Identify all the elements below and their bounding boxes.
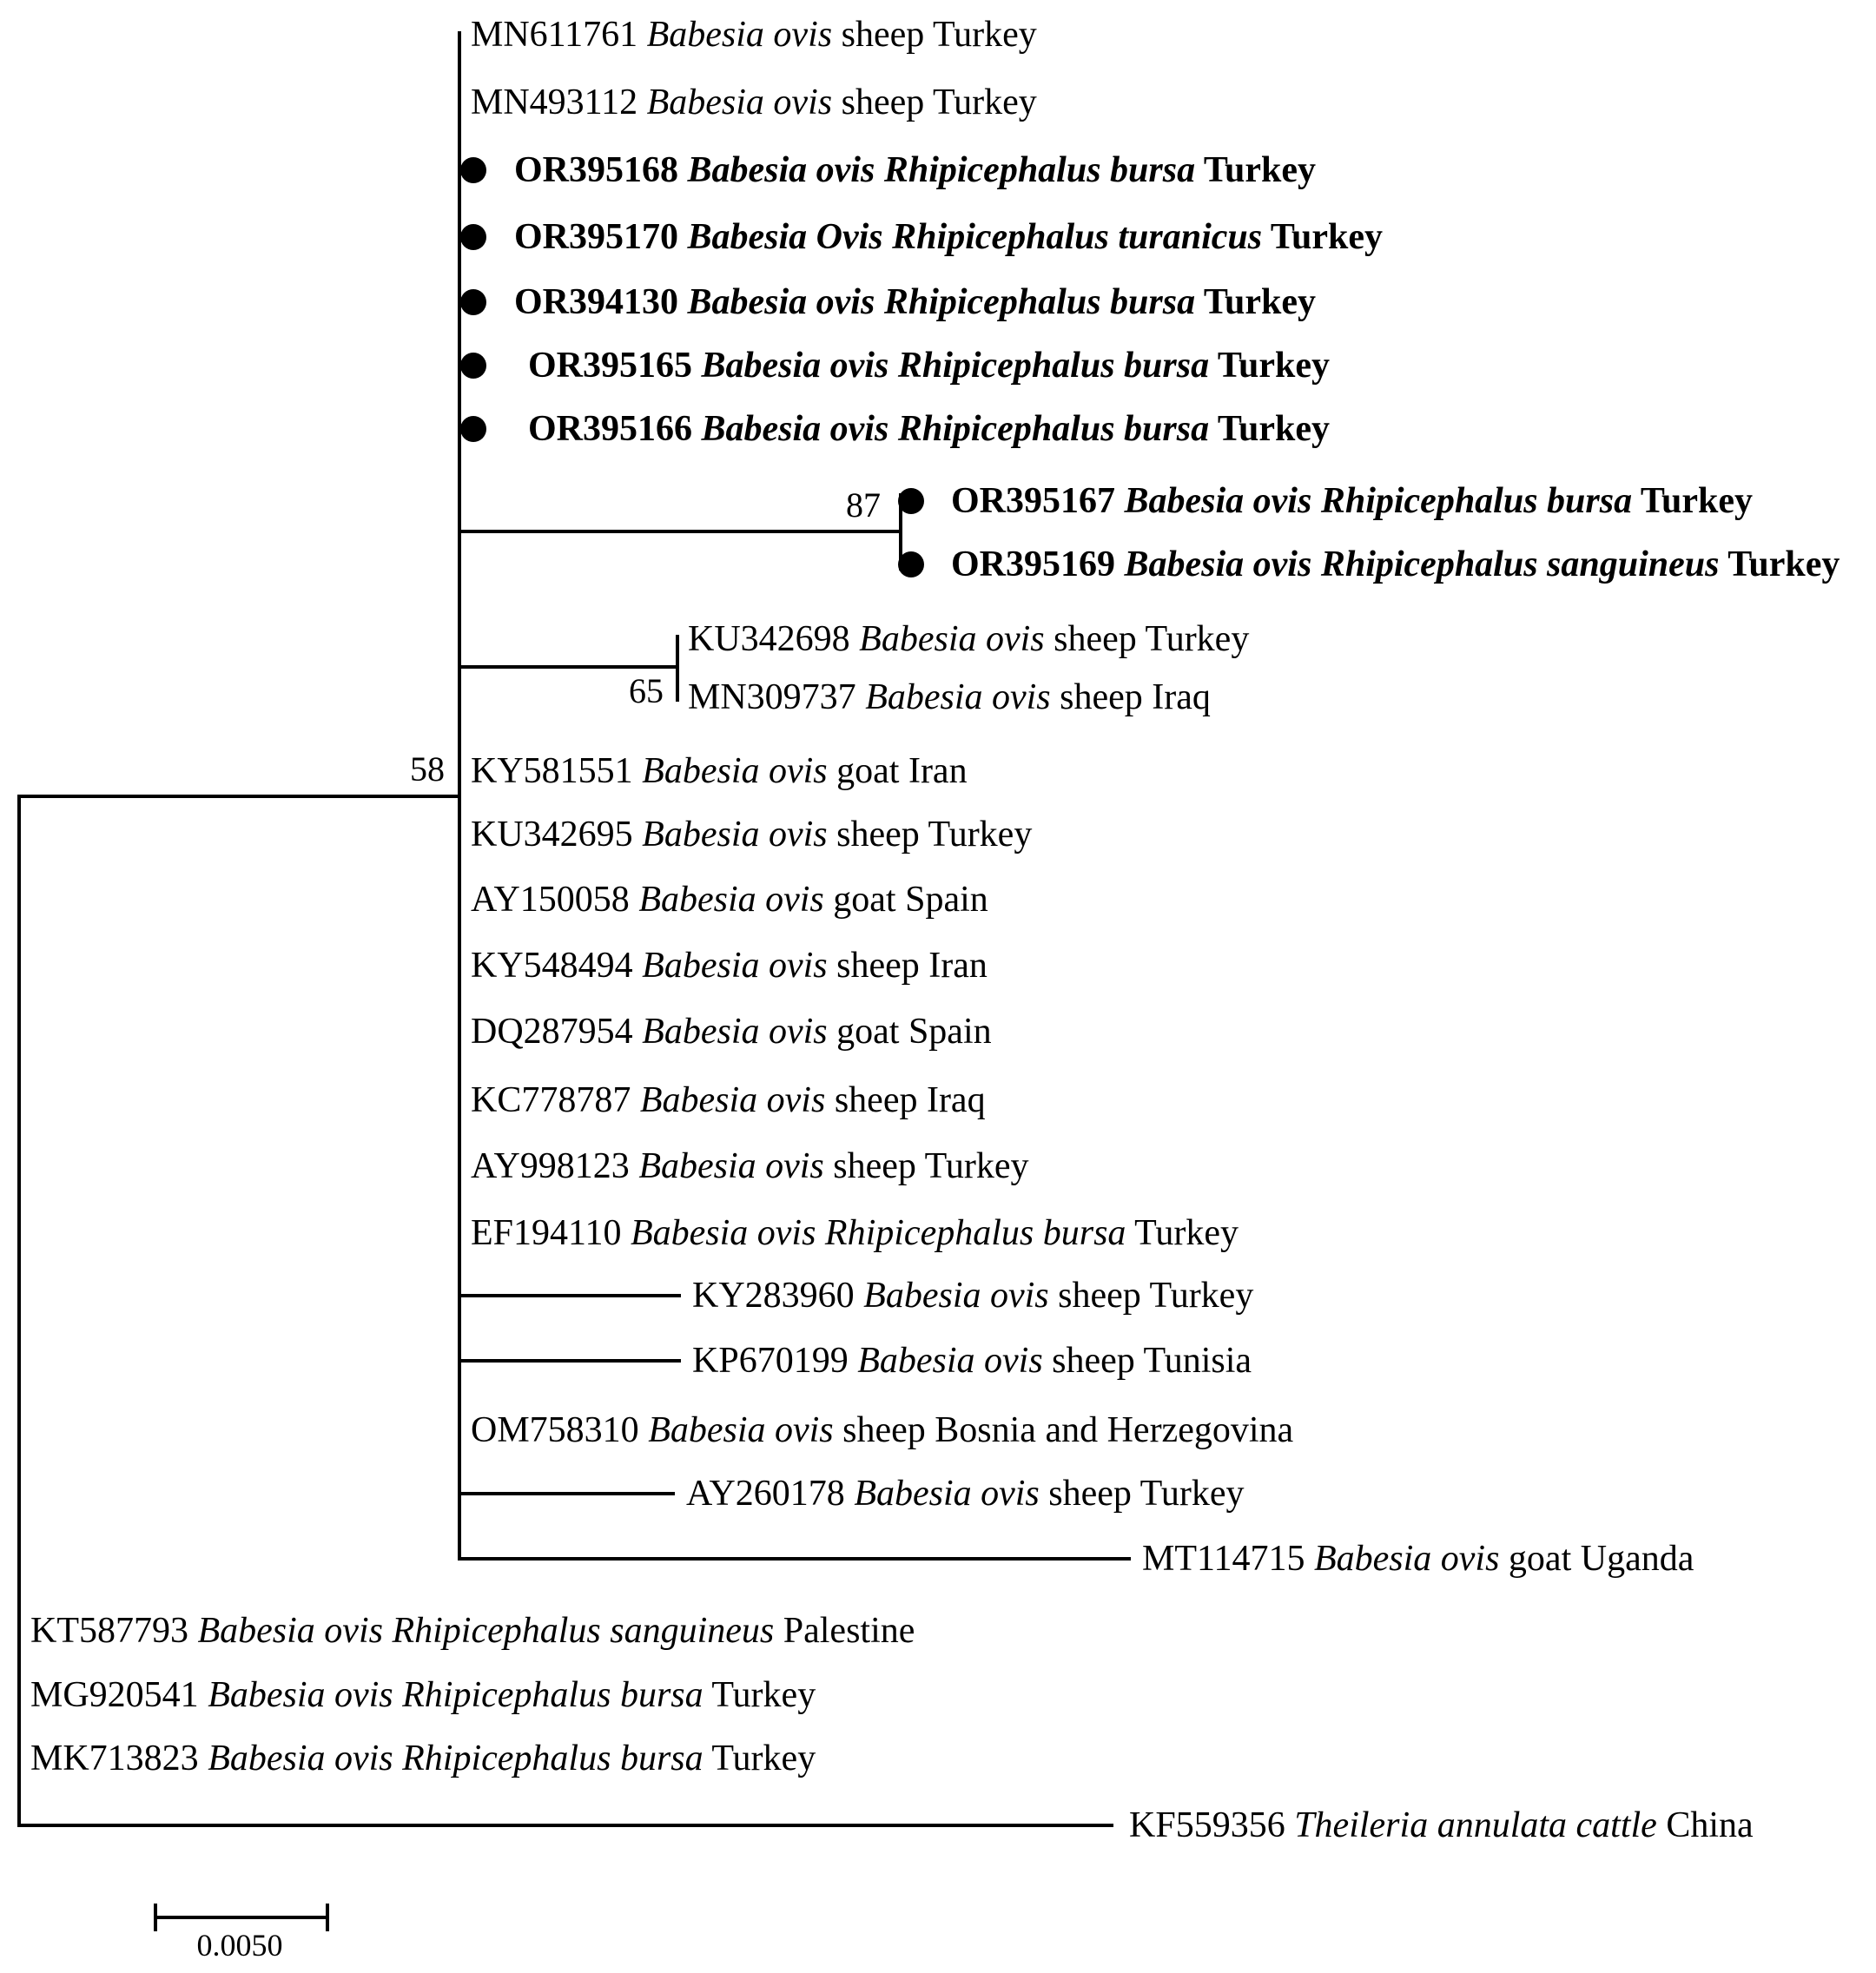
taxon-name-plain: OR395170 xyxy=(514,217,688,257)
taxon-name-italic: Babesia ovis xyxy=(638,1146,824,1186)
taxon-marker-dot-icon xyxy=(898,551,924,577)
taxon-marker-dot-icon xyxy=(460,353,486,379)
taxon-name-italic: Babesia ovis xyxy=(639,1080,826,1120)
tree-branch-MT114715 xyxy=(458,1557,1131,1561)
taxon-label-KY548494 xyxy=(471,942,988,989)
taxon-label-MK713823 xyxy=(30,1735,816,1782)
taxon-name-italic: Babesia ovis xyxy=(863,1276,1049,1316)
taxon-name-plain: Turkey xyxy=(1195,282,1317,322)
taxon-name-plain: sheep Turkey xyxy=(827,815,1033,855)
taxon-name-italic: Babesia ovis Rhipicephalus bursa xyxy=(630,1213,1126,1253)
bootstrap-value-87: 87 xyxy=(846,485,881,525)
taxon-name-plain: EF194110 xyxy=(471,1213,631,1253)
taxon-label-OM758310 xyxy=(471,1407,1293,1454)
taxon-label-DQ287954 xyxy=(471,1008,992,1055)
taxon-name-italic: Babesia ovis xyxy=(642,946,828,986)
taxon-name-italic: Babesia ovis Rhipicephalus bursa xyxy=(687,150,1196,190)
taxon-name-plain: Turkey xyxy=(1262,217,1384,257)
taxon-name-plain: KF559356 xyxy=(1129,1805,1295,1845)
taxon-name-italic: Babesia ovis xyxy=(859,619,1045,659)
taxon-label-OR395168 xyxy=(514,147,1316,194)
taxon-label-EF194110 xyxy=(471,1210,1239,1257)
taxon-name-plain: KC778787 xyxy=(471,1080,640,1120)
taxon-name-plain: goat Spain xyxy=(823,880,988,920)
taxon-name-plain: sheep Turkey xyxy=(823,1146,1029,1186)
taxon-name-plain: MN493112 xyxy=(471,82,647,122)
taxon-label-KF559356 xyxy=(1129,1802,1754,1849)
taxon-label-KY283960 xyxy=(692,1272,1253,1319)
taxon-name-italic: Babesia ovis xyxy=(638,880,824,920)
taxon-name-plain: sheep Bosnia and Herzegovina xyxy=(833,1410,1294,1450)
taxon-name-italic: Babesia ovis xyxy=(857,1341,1043,1381)
taxon-name-plain: DQ287954 xyxy=(471,1012,643,1052)
taxon-name-plain: sheep Turkey xyxy=(832,82,1037,122)
taxon-name-plain: KP670199 xyxy=(692,1341,858,1381)
taxon-label-KT587793 xyxy=(30,1607,915,1654)
taxon-label-MN493112 xyxy=(471,79,1037,126)
taxon-name-plain: KU342698 xyxy=(688,619,860,659)
taxon-label-MT114715 xyxy=(1142,1535,1694,1582)
taxon-name-italic: Babesia ovis xyxy=(642,1012,828,1052)
taxon-name-plain: MT114715 xyxy=(1142,1539,1314,1579)
taxon-name-italic: Babesia ovis Rhipicephalus bursa xyxy=(701,346,1210,386)
taxon-label-KY581551 xyxy=(471,748,968,795)
taxon-name-plain: AY150058 xyxy=(471,880,639,920)
taxon-name-plain: KY283960 xyxy=(692,1276,864,1316)
taxon-name-plain: goat Iran xyxy=(827,751,968,791)
taxon-name-italic: Babesia Ovis Rhipicephalus turanicus xyxy=(687,217,1263,257)
tree-branch-KY283960 xyxy=(458,1294,681,1297)
taxon-name-italic: Babesia ovis xyxy=(646,82,833,122)
taxon-name-plain: Turkey xyxy=(1632,481,1754,521)
taxon-name-plain: goat Uganda xyxy=(1499,1539,1694,1579)
taxon-name-plain: China xyxy=(1656,1805,1754,1845)
taxon-name-plain: Palestine xyxy=(774,1611,915,1651)
tree-root-to-trunk xyxy=(17,795,461,798)
taxon-name-italic: Babesia ovis xyxy=(642,815,828,855)
taxon-name-plain: sheep Turkey xyxy=(1048,1276,1254,1316)
taxon-name-plain: AY998123 xyxy=(471,1146,639,1186)
taxon-name-plain: OR394130 xyxy=(514,282,688,322)
taxon-name-italic: Babesia ovis xyxy=(646,15,833,55)
taxon-name-plain: OR395166 xyxy=(528,409,702,449)
taxon-name-plain: Turkey xyxy=(1209,409,1331,449)
taxon-label-MN309737 xyxy=(688,674,1211,721)
taxon-name-plain: MN309737 xyxy=(688,677,866,717)
taxon-name-italic: Babesia ovis Rhipicephalus bursa xyxy=(208,1739,704,1778)
taxon-name-italic: Babesia ovis Rhipicephalus sanguineus xyxy=(1124,544,1720,584)
taxon-label-MG920541 xyxy=(30,1672,816,1719)
taxon-name-plain: KU342695 xyxy=(471,815,643,855)
taxon-name-italic: Babesia ovis Rhipicephalus sanguineus xyxy=(197,1611,775,1651)
taxon-name-plain: OR395169 xyxy=(951,544,1125,584)
taxon-name-plain: KY581551 xyxy=(471,751,643,791)
taxon-name-plain: Turkey xyxy=(703,1739,816,1778)
taxon-name-plain: OR395165 xyxy=(528,346,702,386)
taxon-name-italic: Babesia ovis Rhipicephalus bursa xyxy=(687,282,1196,322)
taxon-name-italic: Babesia ovis xyxy=(1313,1539,1500,1579)
taxon-marker-dot-icon xyxy=(460,224,486,250)
taxon-name-plain: sheep Turkey xyxy=(1039,1474,1245,1514)
taxon-label-MN611761 xyxy=(471,11,1037,58)
tree-main-trunk xyxy=(458,31,461,1561)
taxon-name-plain: MG920541 xyxy=(30,1675,208,1715)
taxon-name-plain: OM758310 xyxy=(471,1410,649,1450)
taxon-marker-dot-icon xyxy=(460,289,486,315)
taxon-name-plain: KY548494 xyxy=(471,946,643,986)
taxon-name-italic: Babesia ovis Rhipicephalus bursa xyxy=(701,409,1210,449)
taxon-marker-dot-icon xyxy=(460,157,486,183)
taxon-label-OR395170 xyxy=(514,214,1383,261)
taxon-label-AY998123 xyxy=(471,1143,1028,1190)
taxon-name-plain: sheep Turkey xyxy=(832,15,1037,55)
taxon-name-italic: Theileria annulata cattle xyxy=(1294,1805,1657,1845)
taxon-name-italic: Babesia ovis Rhipicephalus bursa xyxy=(208,1675,704,1715)
taxon-name-plain: MN611761 xyxy=(471,15,647,55)
taxon-name-plain: AY260178 xyxy=(686,1474,855,1514)
scale-bar-label: 0.0050 xyxy=(196,1928,283,1963)
taxon-label-OR395165 xyxy=(528,342,1330,389)
taxon-name-italic: Babesia ovis xyxy=(854,1474,1040,1514)
tree-branch-to-clade87 xyxy=(458,530,902,533)
taxon-label-KP670199 xyxy=(692,1337,1252,1384)
taxon-name-italic: Babesia ovis xyxy=(648,1410,834,1450)
taxon-name-italic: Babesia ovis xyxy=(865,677,1051,717)
taxon-name-plain: sheep Iran xyxy=(827,946,988,986)
taxon-label-AY260178 xyxy=(686,1470,1244,1517)
taxon-name-plain: Turkey xyxy=(1126,1213,1239,1253)
taxon-marker-dot-icon xyxy=(460,416,486,442)
taxon-name-plain: Turkey xyxy=(1719,544,1840,584)
taxon-name-plain: sheep Iraq xyxy=(825,1080,986,1120)
scale-bar xyxy=(155,1916,327,1919)
tree-clade65-connector xyxy=(676,635,679,702)
taxon-label-AY150058 xyxy=(471,876,988,923)
tree-branch-KP670199 xyxy=(458,1359,681,1363)
taxon-label-KC778787 xyxy=(471,1077,986,1124)
bootstrap-value-58: 58 xyxy=(410,749,445,789)
taxon-name-plain: KT587793 xyxy=(30,1611,198,1651)
taxon-label-OR395166 xyxy=(528,406,1330,452)
taxon-name-plain: Turkey xyxy=(703,1675,816,1715)
taxon-name-plain: OR395168 xyxy=(514,150,688,190)
taxon-label-OR395169 xyxy=(951,541,1840,588)
taxon-name-plain: sheep Tunisia xyxy=(1042,1341,1252,1381)
taxon-name-plain: sheep Iraq xyxy=(1050,677,1211,717)
tree-root-spine xyxy=(17,795,21,1827)
taxon-name-plain: sheep Turkey xyxy=(1044,619,1250,659)
taxon-name-italic: Babesia ovis Rhipicephalus bursa xyxy=(1124,481,1633,521)
bootstrap-value-65: 65 xyxy=(629,671,664,710)
taxon-label-OR395167 xyxy=(951,478,1753,525)
taxon-name-italic: Babesia ovis xyxy=(642,751,828,791)
tree-branch-AY260178 xyxy=(458,1492,675,1495)
taxon-name-plain: OR395167 xyxy=(951,481,1125,521)
taxon-name-plain: MK713823 xyxy=(30,1739,208,1778)
taxon-name-plain: Turkey xyxy=(1195,150,1317,190)
taxon-marker-dot-icon xyxy=(898,488,924,514)
taxon-label-KU342698 xyxy=(688,616,1249,663)
taxon-label-OR394130 xyxy=(514,279,1316,326)
taxon-name-plain: Turkey xyxy=(1209,346,1331,386)
taxon-name-plain: goat Spain xyxy=(827,1012,992,1052)
tree-branch-KF559356 xyxy=(17,1824,1113,1827)
taxon-label-KU342695 xyxy=(471,811,1032,858)
